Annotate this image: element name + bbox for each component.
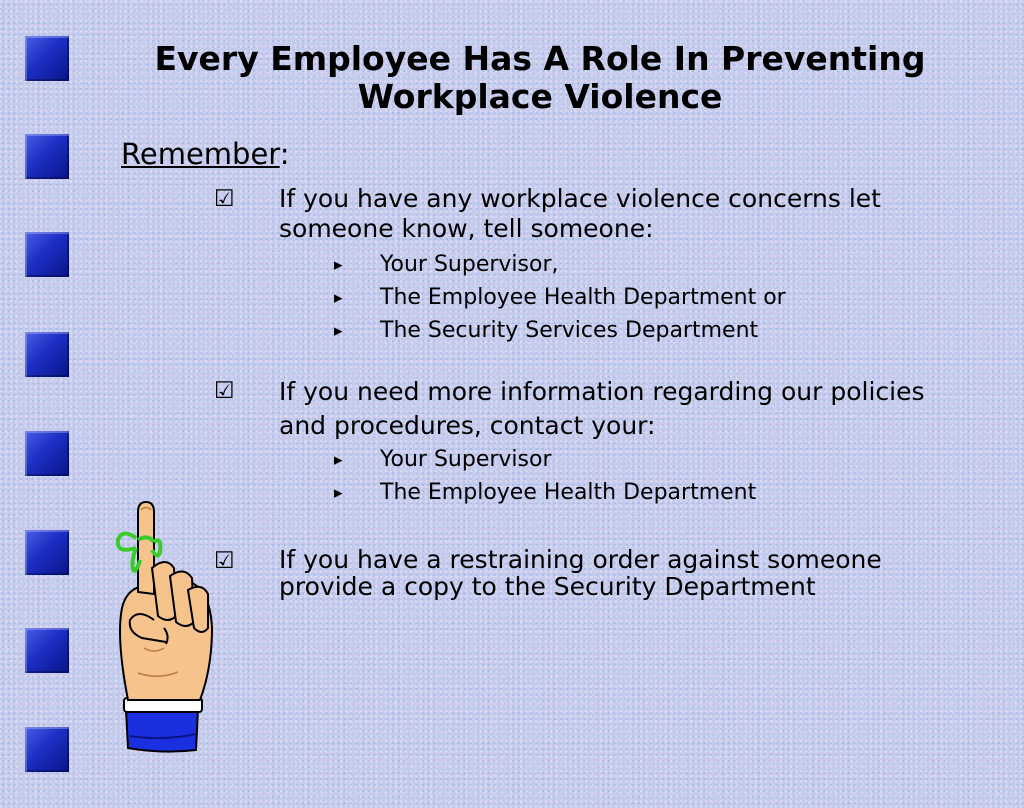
arrow-bullet-icon: ▸ xyxy=(334,450,343,470)
arrow-bullet-icon: ▸ xyxy=(334,321,343,341)
finger-with-string-icon xyxy=(108,498,220,754)
arrow-bullet-icon: ▸ xyxy=(334,483,343,503)
checkbox-icon: ☑ xyxy=(214,378,235,404)
sub-list-item: Your Supervisor, xyxy=(380,252,559,277)
remember-colon: : xyxy=(279,137,290,171)
sub-list-item: The Security Services Department xyxy=(380,318,759,343)
decor-square xyxy=(25,530,69,575)
sub-list-item: The Employee Health Department or xyxy=(380,285,786,310)
remember-label: Remember xyxy=(121,137,280,171)
sub-list-item: Your Supervisor xyxy=(380,447,552,472)
checkbox-icon: ☑ xyxy=(214,548,235,574)
arrow-bullet-icon: ▸ xyxy=(334,255,343,275)
checkbox-icon: ☑ xyxy=(214,186,235,212)
decor-square xyxy=(25,431,69,476)
sub-list-item: The Employee Health Department xyxy=(380,480,757,505)
decor-square xyxy=(25,628,69,673)
decor-square xyxy=(25,727,69,772)
list-item: If you have any workplace violence concerns let someone know, tell someone: xyxy=(279,184,881,243)
decor-square xyxy=(25,36,69,81)
remember-heading xyxy=(121,137,289,171)
decor-square xyxy=(25,332,69,377)
list-item: If you have a restraining order against someone provide a copy to the Security Department xyxy=(279,545,882,601)
decor-square xyxy=(25,232,69,277)
arrow-bullet-icon: ▸ xyxy=(334,288,343,308)
page-title: Every Employee Has A Role In Preventing Workplace Violence xyxy=(154,39,926,116)
list-item: If you need more information regarding our policies and procedures, contact your: xyxy=(279,377,925,440)
decor-square xyxy=(25,134,69,179)
